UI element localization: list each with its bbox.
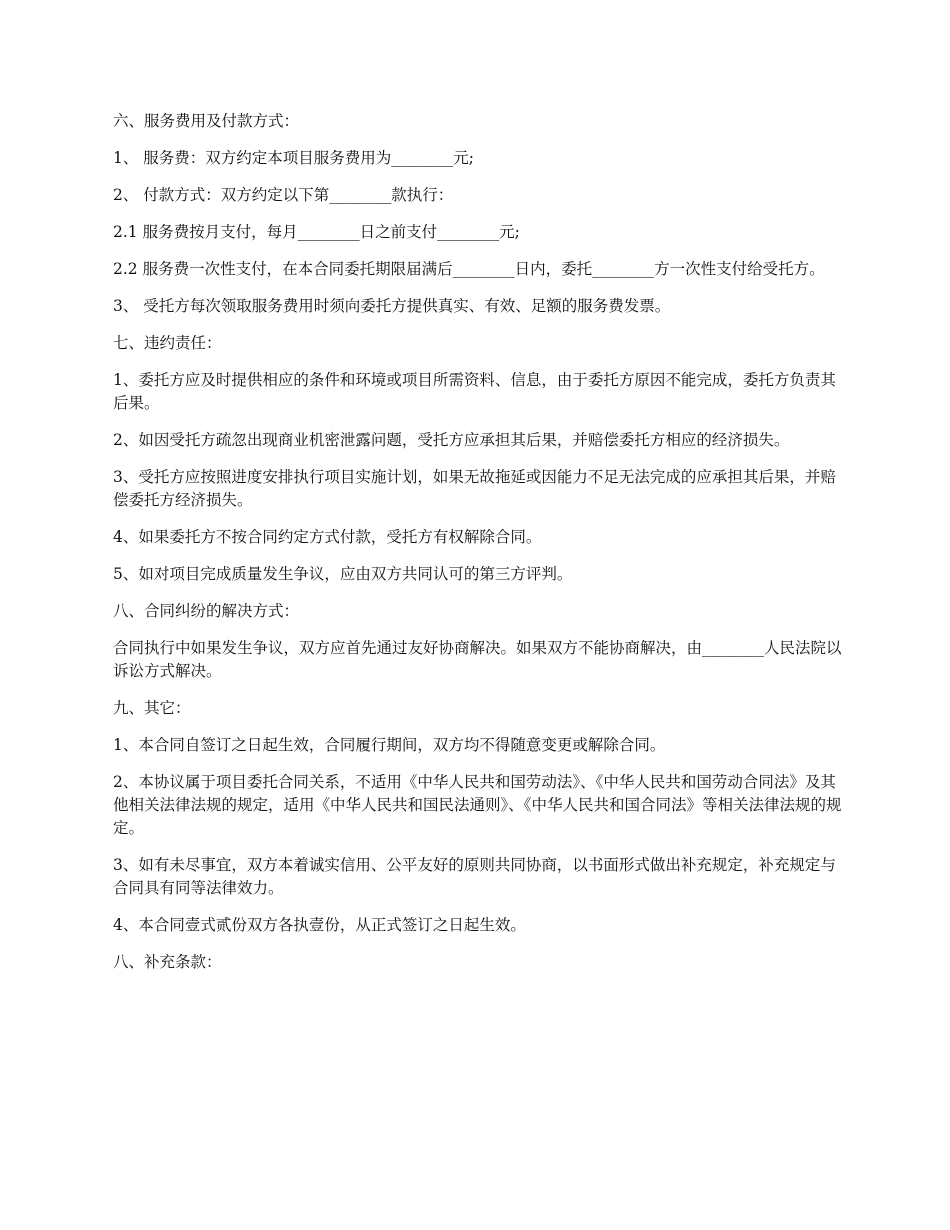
- clause-monthly-payment: 2.1 服务费按月支付，每月________日之前支付________元;: [113, 223, 520, 241]
- section-heading-liability: 七、违约责任：: [113, 334, 222, 352]
- clause-other-3: 3、如有未尽事宜，双方本着诚实信用、公平友好的原则共同协商，以书面形式做出补充规定，补充规定与合同具有同等法律效力。: [113, 856, 836, 897]
- section-heading-supplementary: 八、补充条款：: [113, 953, 222, 971]
- clause-service-fee: 1、 服务费：双方约定本项目服务费用为________元;: [113, 149, 475, 167]
- clause-liability-3: 3、受托方应按照进度安排执行项目实施计划，如果无故拖延或因能力不足无法完成的应承担其后果，并赔偿委托方经济损失。: [113, 468, 836, 509]
- section-heading-disputes: 八、合同纠纷的解决方式：: [113, 602, 300, 620]
- clause-disputes: 合同执行中如果发生争议，双方应首先通过友好协商解决。如果双方不能协商解决，由________人民法院以诉讼方式解决。: [113, 639, 842, 680]
- clause-liability-2: 2、如因受托方疏忽出现商业机密泄露问题，受托方应承担其后果，并赔偿委托方相应的经济损失。: [113, 431, 790, 449]
- clause-other-2: 2、本协议属于项目委托合同关系，不适用《中华人民共和国劳动法》、《中华人民共和国劳动合同法》及其他相关法律法规的规定，适用《中华人民共和国民法通则》、《中华人民共和国合同法》等相关法律法规的规定。: [113, 773, 842, 837]
- document-body: [113, 110, 843, 988]
- section-heading-fees: 六、服务费用及付款方式：: [113, 112, 300, 130]
- clause-lump-sum-payment: 2.2 服务费一次性支付，在本合同委托期限届满后________日内，委托________方一次性支付给受托方。: [113, 260, 825, 278]
- clause-liability-4: 4、如果委托方不按合同约定方式付款，受托方有权解除合同。: [113, 528, 542, 546]
- clause-payment-method: 2、 付款方式：双方约定以下第________款执行：: [113, 186, 454, 204]
- clause-liability-5: 5、如对项目完成质量发生争议，应由双方共同认可的第三方评判。: [113, 565, 573, 583]
- section-heading-other: 九、其它：: [113, 699, 191, 717]
- clause-other-4: 4、本合同壹式贰份双方各执壹份，从正式签订之日起生效。: [113, 916, 526, 934]
- clause-liability-1: 1、委托方应及时提供相应的条件和环境或项目所需资料、信息，由于委托方原因不能完成，委托方负责其后果。: [113, 371, 836, 412]
- clause-other-1: 1、本合同自签订之日起生效，合同履行期间，双方均不得随意变更或解除合同。: [113, 736, 666, 754]
- clause-invoice: 3、 受托方每次领取服务费用时须向委托方提供真实、有效、足额的服务费发票。: [113, 297, 671, 315]
